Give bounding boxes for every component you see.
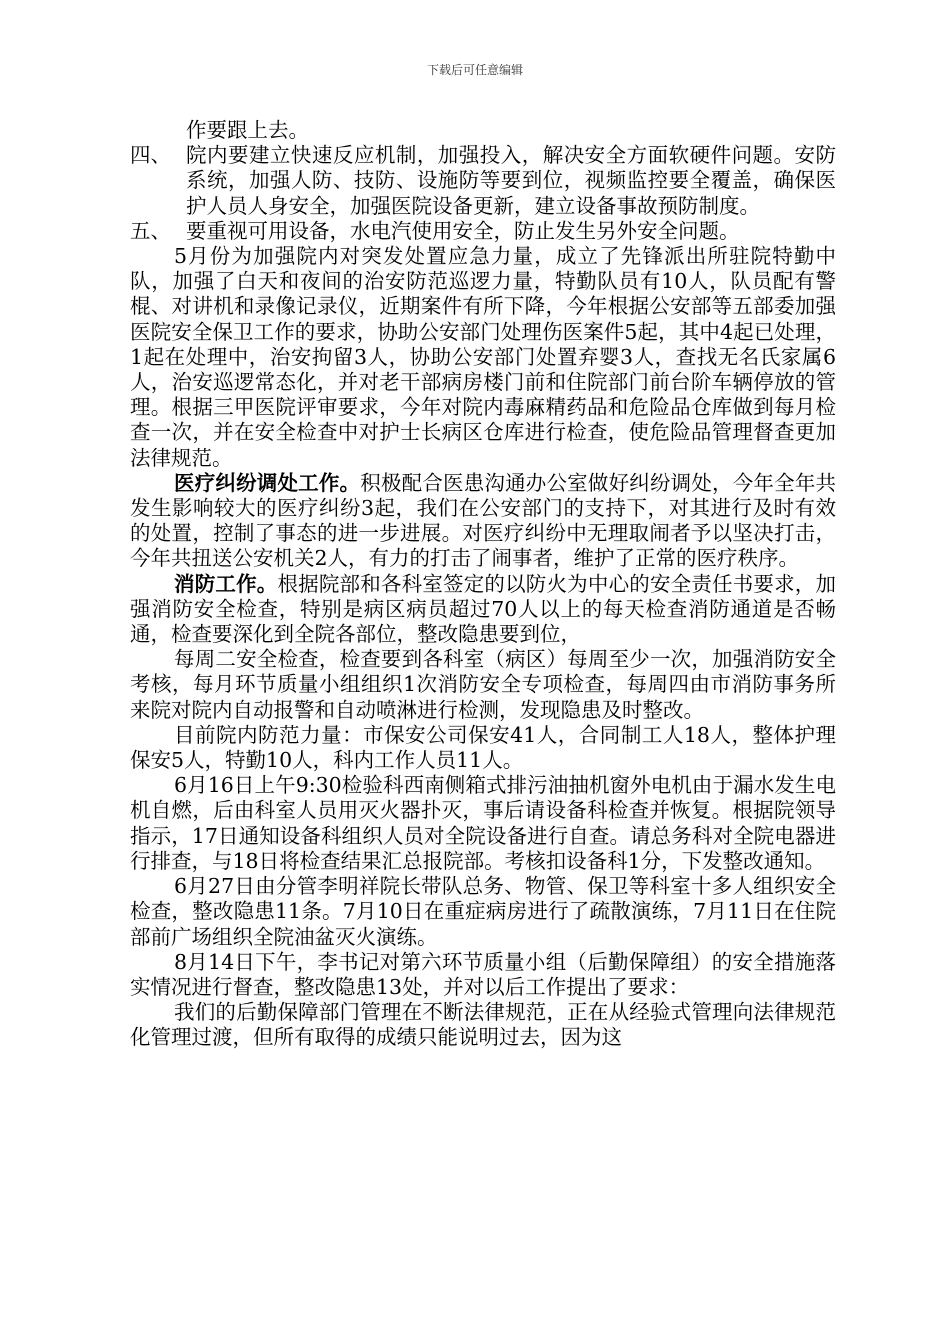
list-number: 四、 xyxy=(130,143,171,168)
paragraph-june-16-incident: 6月16日上午9:30检验科西南侧箱式排污油抽机窗外电机由于漏水发生电机自燃，后由科室人员用灭火器扑灭，事后请设备科检查并恢复。根据院领导指示，17日通知设备科组织人员对全院设备进行自查。请总务科对全院电器进行排查，与18日将检查结果汇总报院部。考核扣设备科1分，下发整改通知。 xyxy=(130,773,836,873)
list-text: 院内要建立快速反应机制，加强投入，解决安全方面软硬件问题。安防系统，加强人防、技防、设施防等要到位，视频监控要全覆盖，确保医护人员人身安全，加强医院设备更新，建立设备事故预防制度。 xyxy=(186,143,836,218)
list-item-5 xyxy=(130,219,836,244)
paragraph-text: 根据院部和各科室签定的以防火为中心的安全责任书要求，加强消防安全检查，特别是病区病员超过70人以上的每天检查消防通道是否畅通，检查要深化到全院各部位，整改隐患要到位， xyxy=(130,571,836,647)
section-title-fire-safety: 消防工作。 xyxy=(174,571,278,596)
paragraph-staffing: 目前院内防范力量：市保安公司保安41人，合同制工人18人，整体护理保安5人，特勤10人，科内工作人员11人。 xyxy=(130,722,836,773)
document-body xyxy=(130,118,836,1051)
list-text: 要重视可用设备，水电汽使用安全，防止发生另外安全问题。 xyxy=(186,218,740,243)
list-item-4 xyxy=(130,143,836,219)
paragraph-security-force: 5月份为加强院内对突发处置应急力量，成立了先锋派出所驻院特勤中队，加强了白天和夜间的治安防范巡逻力量，特勤队员有10人，队员配有警棍、对讲机和录像记录仪，近期案件有所下降，今年根据公安部等五部委加强医院安全保卫工作的要求，协助公安部门处理伤医案件5起，其中4起已处理，1起在处理中，治安拘留3人，协助公安部门处置弃婴3人，查找无名氏家属6人，治安巡逻常态化，并对老干部病房楼门前和住院部门前台阶车辆停放的管理。根据三甲医院评审要求，今年对院内毒麻精药品和危险品仓库做到每月检查一次，并在安全检查中对护士长病区仓库进行检查，使危险品管理督查更加法律规范。 xyxy=(130,244,836,470)
paragraph-medical-dispute xyxy=(130,471,836,572)
page-header-note: 下载后可任意编辑 xyxy=(426,63,523,77)
continuation-line: 作要跟上去。 xyxy=(186,118,309,142)
section-title-medical-dispute: 医疗纠纷调处工作。 xyxy=(174,470,361,495)
paragraph-fire-safety xyxy=(130,572,836,648)
paragraph-logistics-management: 我们的后勤保障部门管理在不断法律规范，正在从经验式管理向法律规范化管理过渡，但所有取得的成绩只能说明过去，因为这 xyxy=(130,1000,836,1050)
paragraph-august-14-supervision: 8月14日下午，李书记对第六环节质量小组（后勤保障组）的安全措施落实情况进行督查，整改隐患13处，并对以后工作提出了要求： xyxy=(130,949,836,999)
paragraph-text: 积极配合医患沟通办公室做好纠纷调处，今年全年共发生影响较大的医疗纠纷3起，我们在公安部门的支持下，对其进行及时有效的处置，控制了事态的进一步进展。对医疗纠纷中无理取闹者予以坚决打击，今年共扭送公安机关2人，有力的打击了闹事者，维护了正常的医疗秩序。 xyxy=(130,470,837,571)
paragraph-weekly-inspection: 每周二安全检查，检查要到各科室（病区）每周至少一次，加强消防安全考核，每月环节质量小组组织1次消防安全专项检查，每周四由市消防事务所来院对院内自动报警和自动喷淋进行检测，发现隐患及时整改。 xyxy=(130,647,836,722)
paragraph-june-27-inspection: 6月27日由分管李明祥院长带队总务、物管、保卫等科室十多人组织安全检查，整改隐患11条。7月10日在重症病房进行了疏散演练，7月11日在住院部前广场组织全院油盆灭火演练。 xyxy=(130,874,836,949)
list-number: 五、 xyxy=(130,218,171,243)
